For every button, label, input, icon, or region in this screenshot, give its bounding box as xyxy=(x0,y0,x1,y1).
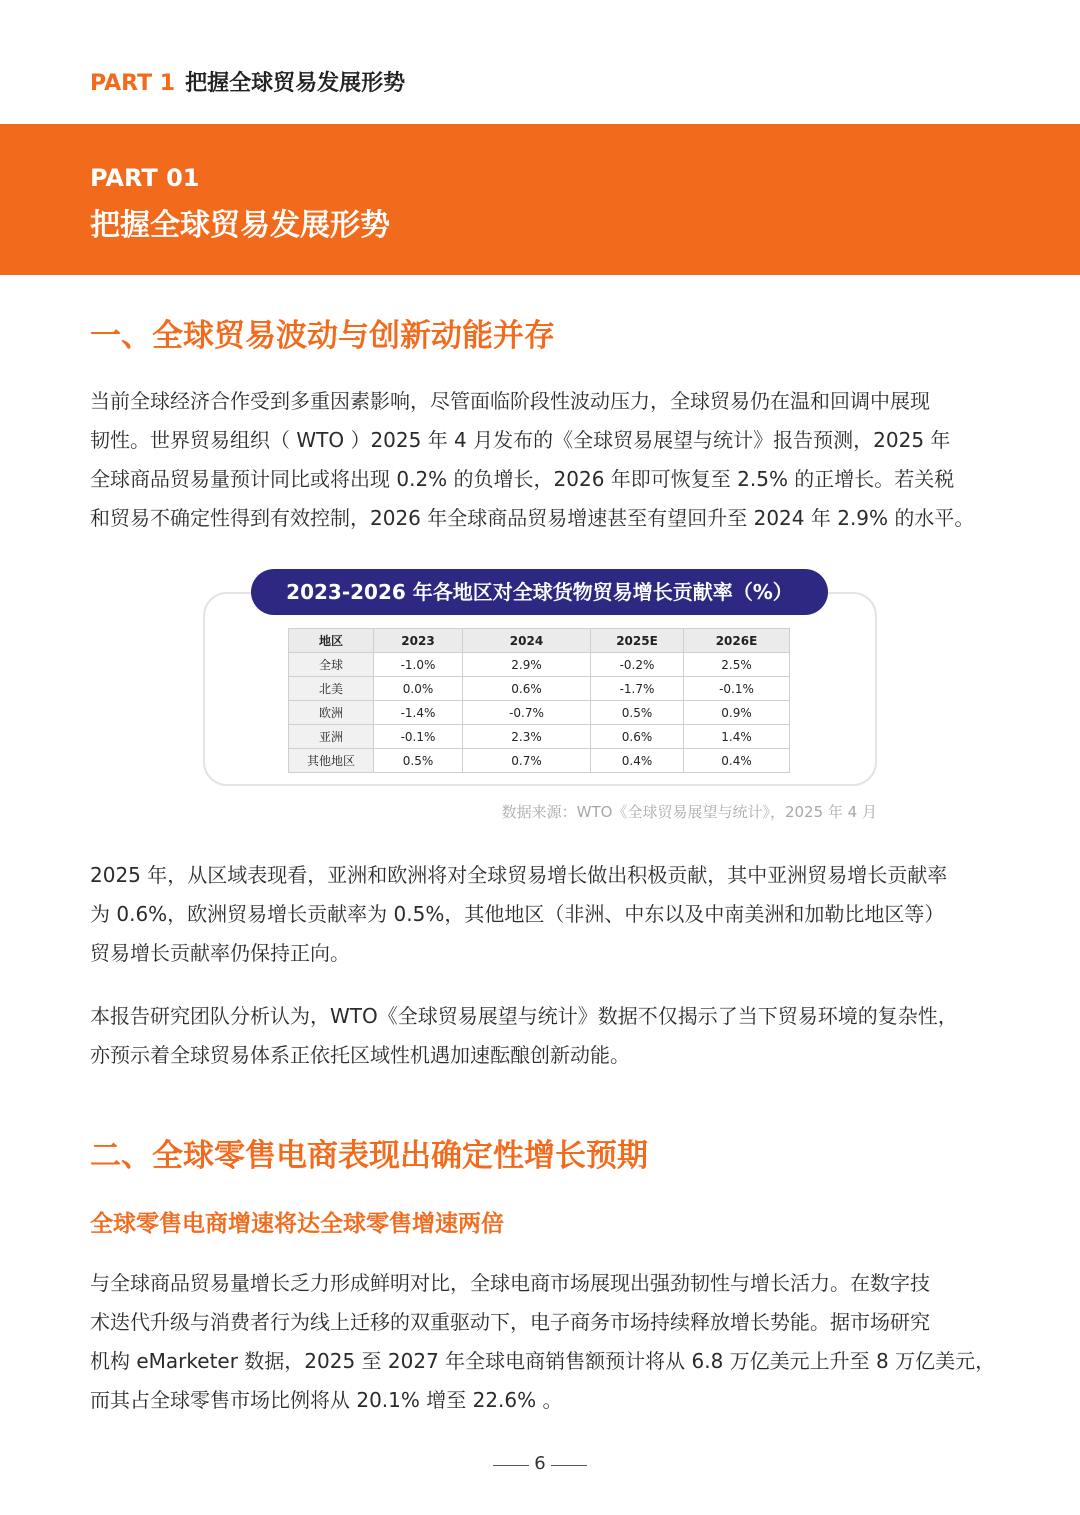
table-row xyxy=(289,653,790,677)
paragraph-line: 与全球商品贸易量增长乏力形成鲜明对比，全球电商市场展现出强劲韧性与增长活力。在数字技 xyxy=(90,1271,930,1295)
table-source-note: 数据来源：WTO《全球贸易展望与统计》，2025 年 4 月 xyxy=(501,803,877,821)
table-row xyxy=(289,749,790,773)
paragraph-line: 2025 年，从区域表现看，亚洲和欧洲将对全球贸易增长做出积极贡献，其中亚洲贸易增长贡献率 xyxy=(90,863,948,887)
table-cell: -1.0% xyxy=(374,653,463,677)
paragraph-line: 而其占全球零售市场比例将从 20.1% 增至 22.6% 。 xyxy=(90,1388,563,1412)
paragraph-line: 当前全球经济合作受到多重因素影响，尽管面临阶段性波动压力，全球贸易仍在温和回调中展现 xyxy=(90,389,930,413)
table-cell: 0.6% xyxy=(591,725,684,749)
table-title-pill: 2023-2026 年各地区对全球货物贸易增长贡献率（%） xyxy=(251,569,828,615)
table-cell-region: 全球 xyxy=(289,653,374,677)
paragraph-line: 机构 eMarketer 数据，2025 至 2027 年全球电商销售额预计将从 6.8 万亿美元上升至 8 万亿美元， xyxy=(90,1349,996,1373)
table-cell: 0.0% xyxy=(374,677,463,701)
table-cell: -0.7% xyxy=(463,701,591,725)
table-header-cell: 2026E xyxy=(684,629,790,653)
table-header-cell: 2025E xyxy=(591,629,684,653)
table-cell: 0.5% xyxy=(374,749,463,773)
table-cell-region: 亚洲 xyxy=(289,725,374,749)
table-row xyxy=(289,725,790,749)
running-head xyxy=(90,66,405,97)
paragraph-line: 为 0.6%，欧洲贸易增长贡献率为 0.5%，其他地区（非洲、中东以及中南美洲和加勒比地区等） xyxy=(90,902,945,926)
table-cell: -0.1% xyxy=(684,677,790,701)
table-cell: 0.9% xyxy=(684,701,790,725)
table-cell: -0.1% xyxy=(374,725,463,749)
page-number: 6 xyxy=(534,1453,546,1474)
table-cell: 0.5% xyxy=(591,701,684,725)
table-header-cell: 2024 xyxy=(463,629,591,653)
table-header-cell: 地区 xyxy=(289,629,374,653)
part-banner xyxy=(0,124,1080,275)
table-cell: 2.5% xyxy=(684,653,790,677)
table-cell-region: 欧洲 xyxy=(289,701,374,725)
table-row xyxy=(289,701,790,725)
footer-rule-right xyxy=(551,1465,587,1466)
paragraph-line: 术迭代升级与消费者行为线上迁移的双重驱动下，电子商务市场持续释放增长势能。据市场研究 xyxy=(90,1310,930,1334)
paragraph-line: 本报告研究团队分析认为，WTO《全球贸易展望与统计》数据不仅揭示了当下贸易环境的复杂性， xyxy=(90,1004,958,1028)
table-cell: -1.7% xyxy=(591,677,684,701)
table-cell: 2.9% xyxy=(463,653,591,677)
running-head-title: 把握全球贸易发展形势 xyxy=(185,71,406,96)
table-header-row xyxy=(289,629,790,653)
section2-paragraph-1 xyxy=(90,1264,996,1420)
table-header-cell: 2023 xyxy=(374,629,463,653)
paragraph-line: 和贸易不确定性得到有效控制，2026 年全球商品贸易增速甚至有望回升至 2024 年 2.9% 的水平。 xyxy=(90,506,975,530)
table-cell: 0.4% xyxy=(684,749,790,773)
table-cell-region: 北美 xyxy=(289,677,374,701)
table-cell: 2.3% xyxy=(463,725,591,749)
section1-paragraph-1 xyxy=(90,382,990,538)
paragraph-line: 韧性。世界贸易组织（ WTO ）2025 年 4 月发布的《全球贸易展望与统计》报告预测，2025 年 xyxy=(90,428,951,452)
section1-paragraph-2 xyxy=(90,856,990,973)
section2-heading: 二、全球零售电商表现出确定性增长预期 xyxy=(90,1138,648,1174)
table-cell-region: 其他地区 xyxy=(289,749,374,773)
section2-subheading: 全球零售电商增速将达全球零售增速两倍 xyxy=(90,1211,504,1237)
table-row xyxy=(289,677,790,701)
table-cell: 0.7% xyxy=(463,749,591,773)
paragraph-line: 全球商品贸易量预计同比或将出现 0.2% 的负增长，2026 年即可恢复至 2.5% 的正增长。若关税 xyxy=(90,467,955,491)
table-cell: -1.4% xyxy=(374,701,463,725)
page-footer xyxy=(490,1453,590,1477)
paragraph-line: 贸易增长贡献率仍保持正向。 xyxy=(90,941,350,965)
section1-heading: 一、全球贸易波动与创新动能并存 xyxy=(90,318,555,354)
table-cell: -0.2% xyxy=(591,653,684,677)
contribution-table xyxy=(288,628,790,773)
section1-paragraph-3 xyxy=(90,997,990,1075)
banner-title: 把握全球贸易发展形势 xyxy=(90,208,390,243)
running-head-part: PART 1 xyxy=(90,71,176,96)
banner-part-label: PART 01 xyxy=(90,164,200,192)
table-cell: 0.6% xyxy=(463,677,591,701)
table-cell: 0.4% xyxy=(591,749,684,773)
table-cell: 1.4% xyxy=(684,725,790,749)
paragraph-line: 亦预示着全球贸易体系正依托区域性机遇加速酝酿创新动能。 xyxy=(90,1043,630,1067)
